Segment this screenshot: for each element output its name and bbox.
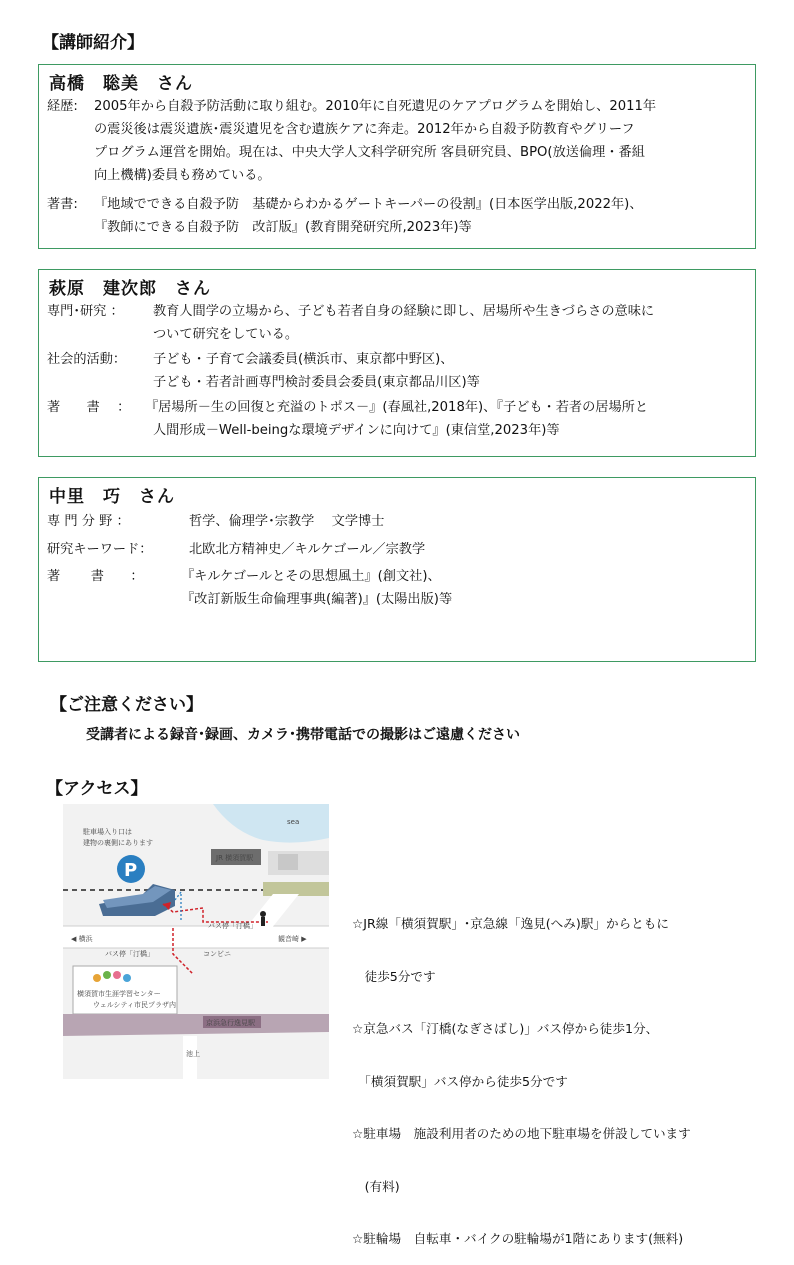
bus-stop-upper-label: バス停「汀橋」 [208, 922, 257, 930]
access-line-2: 徒歩5分です [352, 968, 436, 984]
field-line-1: 哲学、倫理学･宗教学 文学博士 [189, 514, 385, 529]
row-label: 社会的活動： [47, 352, 127, 367]
convenience-label: コンビニ [203, 950, 231, 958]
row-label: 専 門 分 野 ： [47, 514, 130, 529]
lecturer-card-hagiwara [38, 269, 756, 457]
ikegami-label: 池上 [186, 1050, 200, 1058]
access-line-7: ☆駐輪場 自転車・バイクの駐輪場が1階にあります(無料) [352, 1231, 684, 1246]
activity-line-1: 子ども・子育て会議委員(横浜市、東京都中野区)、 [153, 352, 454, 367]
lecturer-name: 萩原 建次郎 さん [49, 279, 211, 299]
access-line-6: (有料) [352, 1178, 400, 1194]
keyword-line-1: 北欧北方精神史／キルケゴール／宗教学 [189, 542, 426, 557]
research-line-1: 教育人間学の立場から、子ども若者自身の経験に即し、居場所や生きづらさの意味に [153, 304, 655, 319]
row-label: 研究キーワード： [47, 542, 153, 557]
lecturer-name: 高橋 聡美 さん [49, 74, 193, 94]
access-line-4: 「横須賀駅」バス停から徒歩5分です [352, 1073, 568, 1089]
sea-label: sea [287, 818, 300, 826]
activity-line-2: 子ども・若者計画専門検討委員会委員(東京都品川区)等 [153, 375, 480, 390]
keikyu-station-label: 京浜急行逸見駅 [206, 1019, 255, 1027]
lecturer-name: 中里 巧 さん [49, 487, 175, 507]
logo-dot [123, 974, 131, 982]
books-line-1: 『キルケゴールとその思想風土』(創文社)、 [181, 569, 441, 584]
access-line-1: ☆JR線「横須賀駅」･京急線「逸見(へみ)駅」からともに [352, 916, 669, 931]
lecturer-card-takahashi [38, 64, 756, 249]
career-line-1: 2005年から自殺予防活動に取り組む。2010年に自死遺児のケアプログラムを開始し、2011年 [94, 99, 657, 114]
access-line-3: ☆京急バス「汀橋(なぎさばし)」バス停から徒歩1分、 [352, 1021, 659, 1036]
facility-sub: ウェルシティ市民プラザ内 [93, 1001, 176, 1009]
logo-dot [93, 974, 101, 982]
heading-notice: 【ご注意ください】 [50, 695, 203, 715]
building-block [278, 854, 298, 870]
career-line-3: プログラム運営を開始。現在は、中央大学人文科学研究所 客員研究員、BPO(放送倫理・番組 [94, 145, 645, 160]
map-svg [63, 804, 329, 1079]
logo-dot [113, 971, 121, 979]
road-block [268, 851, 329, 875]
books-line-1: 『居場所－生の回復と充溢のトポス－』(春風社,2018年)、『子ども・若者の居場所と [145, 400, 649, 415]
books-line-2: 『改訂新版生命倫理事典(編著)』(太陽出版)等 [181, 592, 453, 607]
access-line-5: ☆駐車場 施設利用者のための地下駐車場を併設しています [352, 1126, 691, 1141]
bus-stop-lower-label: バス停「汀橋」 [105, 950, 154, 958]
heading-lecturers: 【講師紹介】 [42, 33, 144, 53]
heading-access: 【アクセス】 [46, 779, 148, 799]
row-label: 経歴: [47, 99, 78, 114]
parking-note-1: 駐車場入り口は [83, 828, 132, 836]
parking-note-2: 建物の裏側にあります [83, 839, 153, 847]
kannonzaki-label: 観音崎 ▶ [278, 935, 307, 943]
books-line-2: 『教師にできる自殺予防 改訂版』(教育開発研究所,2023年)等 [94, 220, 472, 235]
row-label: 著 書 ： [47, 569, 144, 584]
research-line-2: ついて研究をしている。 [153, 327, 299, 342]
parking-letter: P [124, 860, 138, 881]
row-label: 著 書 ： [47, 400, 131, 415]
books-line-1: 『地域でできる自殺予防 基礎からわかるゲートキーパーの役割』(日本医学出版,2022年)、 [94, 197, 643, 212]
access-info [352, 880, 691, 1265]
books-line-2: 人間形成－Well-beingな環境デザインに向けて』(東信堂,2023年)等 [153, 423, 560, 438]
career-line-2: の震災後は震災遺族･震災遺児を含む遺族ケアに奔走。2012年から自殺予防教育やグリーフ [94, 122, 635, 137]
notice-text: 受講者による録音･録画、カメラ･携帯電話での撮影はご遠慮ください [86, 727, 520, 743]
access-map [63, 804, 329, 1079]
pedestrian-body [261, 917, 265, 926]
row-label: 専門･研究 ： [47, 304, 124, 319]
facility-name: 横須賀市生涯学習センター [77, 990, 161, 998]
yokohama-label: ◀ 横浜 [71, 935, 93, 943]
jr-station-label: JR 横須賀駅 [216, 854, 254, 862]
row-label: 著書: [47, 197, 78, 212]
lecturer-card-nakasato [38, 477, 756, 662]
logo-dot [103, 971, 111, 979]
green-area [263, 882, 329, 896]
pedestrian-icon [260, 911, 266, 917]
career-line-4: 向上機構)委員も務めている。 [94, 168, 271, 183]
